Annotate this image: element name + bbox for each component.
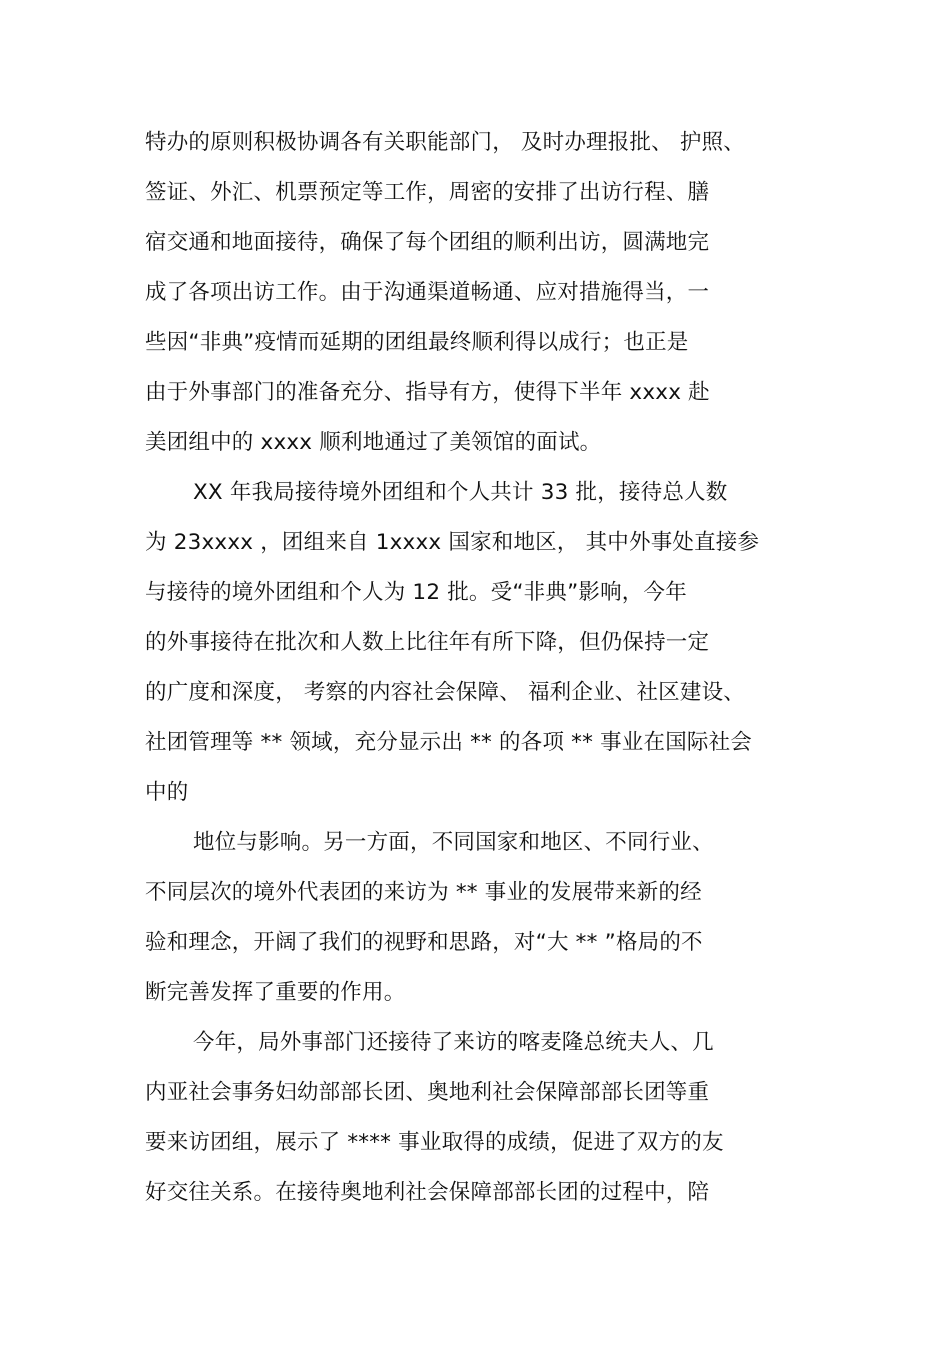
- text-line: 社团管理等 ** 领域，充分显示出 ** 的各项 ** 事业在国际社会: [145, 730, 753, 755]
- text-line: 为 23xxxx ，团组来自 1xxxx 国家和地区， 其中外事处直接参: [145, 530, 760, 555]
- text-line: 由于外事部门的准备充分、指导有方，使得下半年 xxxx 赴: [145, 380, 710, 405]
- text-line: 的广度和深度， 考察的内容社会保障、 福利企业、社区建设、: [145, 680, 745, 705]
- paragraph-start-line: 地位与影响。另一方面，不同国家和地区、不同行业、: [193, 830, 714, 855]
- text-line: 断完善发挥了重要的作用。: [145, 980, 406, 1005]
- text-line: 内亚社会事务妇幼部部长团、奥地利社会保障部部长团等重: [145, 1080, 710, 1105]
- paragraph-start-line: 今年，局外事部门还接待了来访的喀麦隆总统夫人、几: [193, 1030, 714, 1055]
- text-line: 要来访团组，展示了 **** 事业取得的成绩，促进了双方的友: [145, 1130, 724, 1155]
- text-line: 的外事接待在批次和人数上比往年有所下降，但仍保持一定: [145, 630, 710, 655]
- text-line: 签证、外汇、机票预定等工作，周密的安排了出访行程、膳: [145, 180, 710, 205]
- text-line: 验和理念，开阔了我们的视野和思路，对“大 ** ”格局的不: [145, 930, 703, 955]
- text-line: 不同层次的境外代表团的来访为 ** 事业的发展带来新的经: [145, 880, 702, 905]
- text-line: 宿交通和地面接待，确保了每个团组的顺利出访，圆满地完: [145, 230, 710, 255]
- text-line: 些因“非典”疫情而延期的团组最终顺利得以成行；也正是: [145, 330, 689, 355]
- text-line: 好交往关系。在接待奥地利社会保障部部长团的过程中，陪: [145, 1180, 710, 1205]
- text-line: 美团组中的 xxxx 顺利地通过了美领馆的面试。: [145, 430, 602, 455]
- paragraph-start-line: XX 年我局接待境外团组和个人共计 33 批，接待总人数: [193, 480, 728, 505]
- text-line: 与接待的境外团组和个人为 12 批。受“非典”影响，今年: [145, 580, 687, 605]
- text-line: 特办的原则积极协调各有关职能部门， 及时办理报批、 护照、: [145, 130, 745, 155]
- text-line: 中的: [145, 780, 189, 805]
- text-line: 成了各项出访工作。由于沟通渠道畅通、应对措施得当，一: [145, 280, 710, 305]
- body-text: [145, 118, 825, 1218]
